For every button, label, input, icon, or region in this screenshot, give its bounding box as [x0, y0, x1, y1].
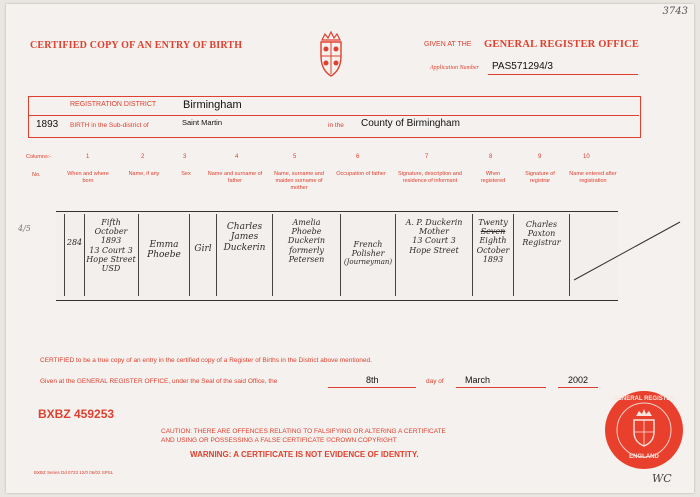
registration-year: 1893	[36, 119, 59, 130]
subdistrict-value: Saint Martin	[182, 118, 223, 127]
colnum: 10	[583, 154, 590, 160]
district-label: REGISTRATION DISTRICT	[70, 101, 157, 108]
issue-month: March	[465, 375, 491, 385]
issue-day: 8th	[366, 375, 379, 385]
colhead-registrar: Signature of registrar	[525, 171, 555, 184]
colhead-name: Name, if any	[128, 171, 160, 177]
colnum: 7	[425, 154, 429, 160]
colhead-mother: Name, surname and maiden surname of mother	[274, 171, 324, 191]
caution-line-2: AND USING OR POSSESSING A FALSE CERTIFICATE ©CROWN COPYRIGHT	[161, 437, 397, 444]
margin-note: 4/5	[18, 224, 31, 233]
issue-year: 2002	[568, 375, 589, 385]
colnum: 1	[86, 154, 90, 160]
warning-text: WARNING: A CERTIFICATE IS NOT EVIDENCE OF IDENTITY.	[190, 450, 419, 459]
certified-text: CERTIFIED to be a true copy of an entry in the certified copy of a Register of Births in the District above mentioned.	[40, 357, 372, 364]
father-occupation: French Polisher (Journeyman)	[343, 240, 393, 267]
colhead-sex: Sex	[181, 171, 191, 177]
colhead-name-entered: Name entered after registration	[569, 171, 617, 184]
district-value: Birmingham	[183, 99, 242, 111]
registrar-signature: Charles Paxton Registrar	[522, 220, 561, 248]
colnum: 4	[235, 154, 239, 160]
colnum: 6	[356, 154, 360, 160]
header-given-prefix: GIVEN AT THE	[424, 41, 472, 48]
subdistrict-label: BIRTH in the Sub-district of	[70, 122, 149, 129]
father-name: Charles James Duckerin	[223, 222, 266, 253]
header-office: GENERAL REGISTER OFFICE	[484, 39, 640, 50]
series-code: BXBZ Series Dd 0723 12/0 06/02 SPSL	[34, 470, 114, 475]
colhead-father: Name and surname of father	[207, 171, 263, 184]
colhead-informant: Signature, description and residence of informant	[398, 171, 462, 184]
certificate-title: CERTIFIED COPY OF AN ENTRY OF BIRTH	[30, 40, 243, 51]
colhead-when-registered: When registered	[480, 171, 506, 184]
when-registered: Twenty Seven Eighth October 1893	[476, 218, 510, 264]
given-at-text: Given at the GENERAL REGISTER OFFICE, under the Seal of the said Office, the	[40, 378, 278, 385]
official-seal-icon: GENERAL REGISTER ENGLAND	[604, 390, 684, 470]
informant: A. P. Duckerin Mother 13 Court 3 Hope Street	[405, 218, 463, 255]
when-where-born: Fifth October 1893 13 Court 3 Hope Street USD	[86, 218, 136, 273]
entry-no: 284	[66, 238, 83, 247]
colnum: 2	[141, 154, 145, 160]
no-label: No.	[32, 172, 41, 178]
caution-line-1: CAUTION: THERE ARE OFFENCES RELATING TO FALSIFYING OR ALTERING A CERTIFICATE	[161, 428, 446, 435]
county-value: County of Birmingham	[361, 118, 460, 129]
child-sex: Girl	[194, 244, 212, 254]
cancellation-stroke	[572, 218, 682, 288]
corner-note: 3743	[662, 6, 688, 17]
application-number: PAS571294/3	[492, 61, 553, 72]
mother-name: Amelia Phoebe Duckerin formerly Petersen	[287, 218, 326, 264]
royal-crest-icon	[314, 30, 348, 78]
child-name: Emma Phoebe	[147, 240, 181, 261]
colnum: 3	[183, 154, 187, 160]
colnum: 8	[489, 154, 493, 160]
serial-number: BXBZ 459253	[38, 407, 115, 421]
in-the-label: in the	[328, 122, 344, 129]
birth-certificate	[6, 4, 694, 493]
colhead-occupation: Occupation of father	[336, 171, 386, 177]
colnum: 9	[538, 154, 542, 160]
colhead-when-where: When and where born	[67, 171, 109, 184]
day-of-label: day of	[426, 378, 444, 385]
application-number-label: Application Number	[430, 65, 479, 71]
colnum: 5	[293, 154, 297, 160]
columns-label: Columns:-	[26, 154, 52, 160]
handwritten-initials: WC	[652, 472, 672, 485]
